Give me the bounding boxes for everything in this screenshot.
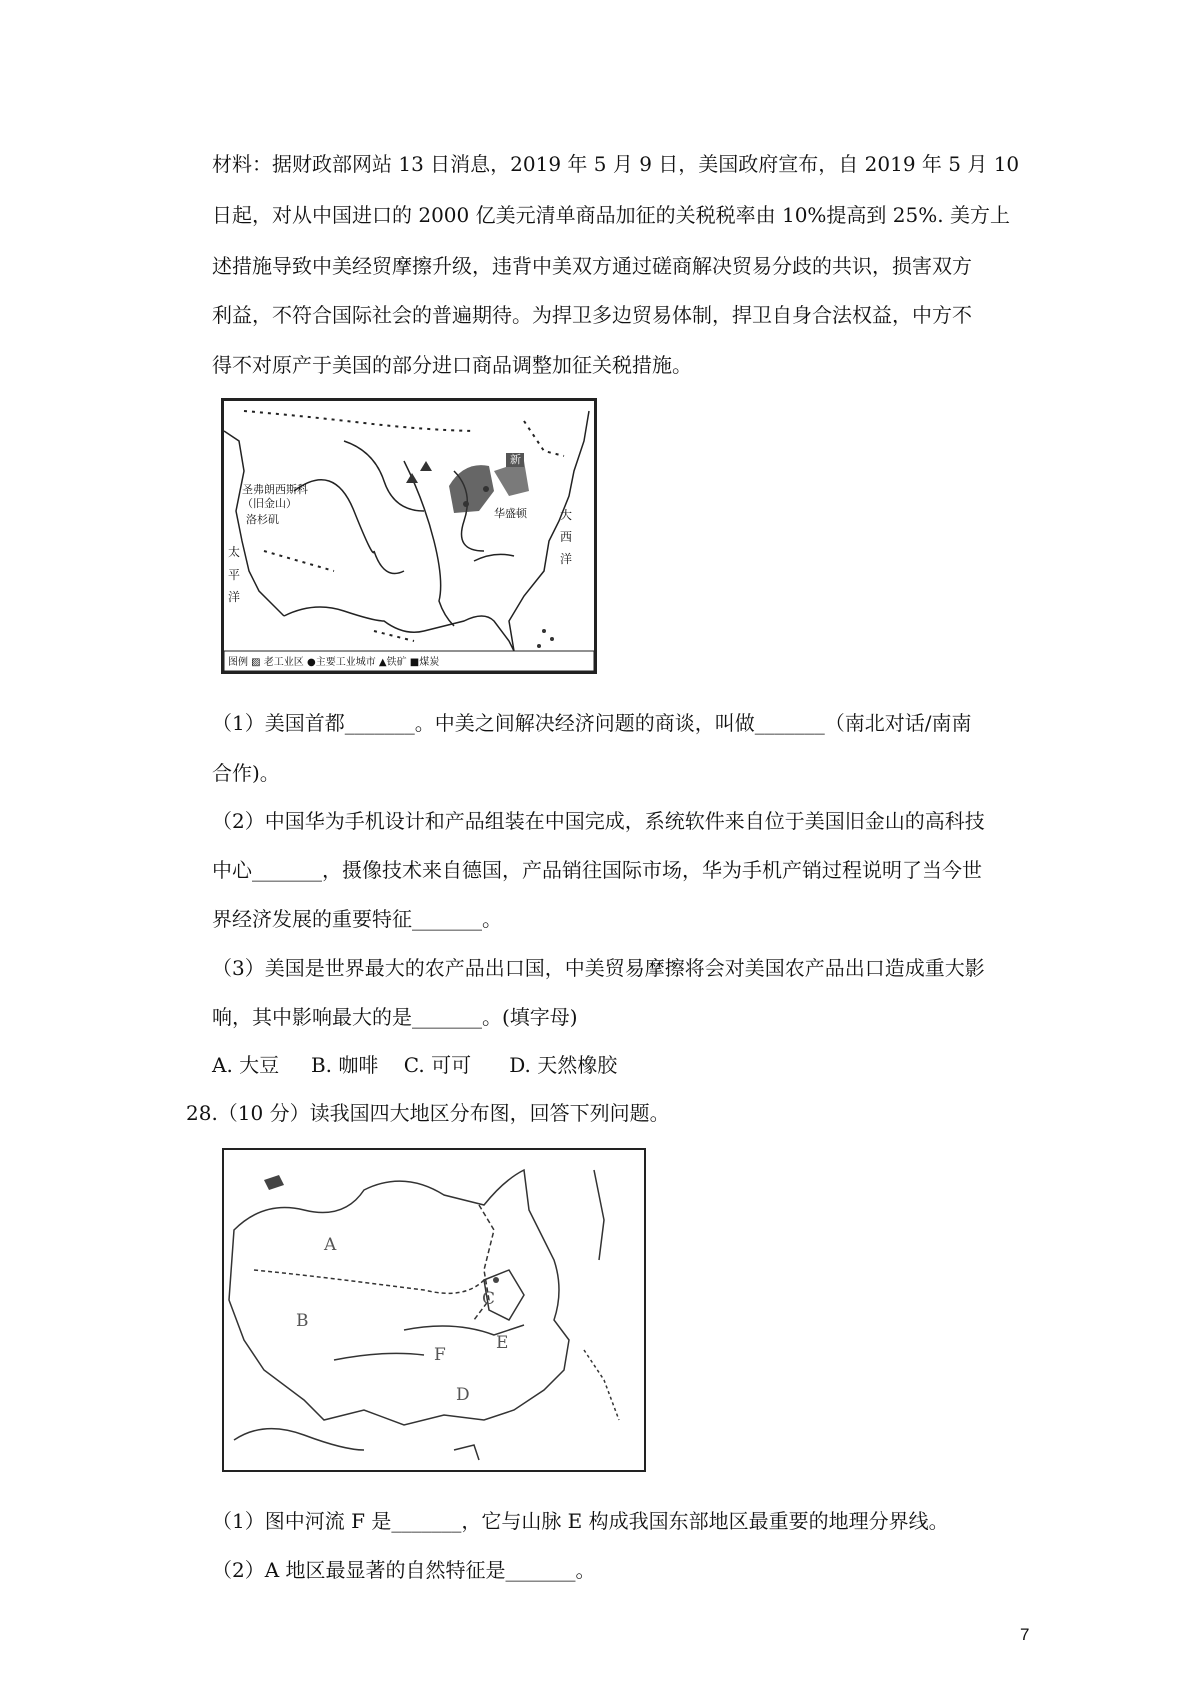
china-map-label-b: B	[296, 1311, 309, 1331]
china-map-label-d: D	[456, 1385, 470, 1405]
map-label-pacific-3: 洋	[228, 590, 241, 604]
china-map	[222, 1148, 646, 1472]
q27-1-line-1: （1）美国首都_______。中美之间解决经济问题的商谈，叫做_______（南北对话/南南	[212, 711, 972, 735]
q27-2-line-2: 中心_______，摄像技术来自德国，产品销往国际市场，华为手机产销过程说明了当今世	[212, 858, 982, 882]
q28-2: （2）A 地区最显著的自然特征是_______。	[212, 1558, 596, 1582]
material-line-3: 述措施导致中美经贸摩擦升级，违背中美双方通过磋商解决贸易分歧的共识，损害双方	[212, 254, 972, 278]
usa-map	[221, 398, 597, 674]
map-label-sf2: （旧金山）	[242, 497, 297, 510]
map-label-pacific-2: 平	[228, 568, 241, 582]
map-label-atlantic-3: 洋	[560, 552, 573, 566]
q27-3-line-2: 响，其中影响最大的是_______。(填字母)	[212, 1005, 578, 1029]
china-map-label-f: F	[434, 1345, 446, 1365]
map-label-pacific-1: 太	[228, 545, 241, 559]
material-line-5: 得不对原产于美国的部分进口商品调整加征关税措施。	[212, 353, 692, 377]
china-map-label-c: C	[482, 1289, 496, 1309]
q28-title: 28.（10 分）读我国四大地区分布图，回答下列问题。	[186, 1101, 670, 1125]
map-label-atlantic-2: 西	[560, 530, 573, 544]
map-legend: 图例 ▨ 老工业区 ●主要工业城市 ▲铁矿 ■煤炭	[228, 657, 440, 668]
china-map-label-e: E	[496, 1333, 509, 1353]
map-label-old: 新	[510, 453, 521, 466]
q27-2-line-3: 界经济发展的重要特征_______。	[212, 907, 502, 931]
q28-1: （1）图中河流 F 是_______，它与山脉 E 构成我国东部地区最重要的地理分界线。	[212, 1509, 949, 1533]
q27-1-line-2: 合作)。	[212, 761, 280, 785]
material-line-1: 材料：据财政部网站 13 日消息，2019 年 5 月 9 日，美国政府宣布，自 2019 年 5 月 10	[212, 152, 1020, 176]
page-number: 7	[1020, 1625, 1030, 1644]
material-line-2: 日起，对从中国进口的 2000 亿美元清单商品加征的关税税率由 10%提高到 25%. 美方上	[212, 203, 1010, 227]
map-label-atlantic-1: 大	[560, 508, 573, 522]
material-line-4: 利益，不符合国际社会的普遍期待。为捍卫多边贸易体制，捍卫自身合法权益，中方不	[212, 303, 972, 327]
map-label-la: 洛杉矶	[246, 513, 279, 526]
q27-3-line-1: （3）美国是世界最大的农产品出口国，中美贸易摩擦将会对美国农产品出口造成重大影	[212, 956, 985, 980]
china-map-label-a: A	[324, 1235, 337, 1255]
map-label-sf: 圣弗朗西斯科	[242, 483, 308, 496]
map-label-wash: 华盛顿	[494, 507, 527, 520]
q27-options: A. 大豆 B. 咖啡 C. 可可 D. 天然橡胶	[212, 1053, 618, 1077]
q27-2-line-1: （2）中国华为手机设计和产品组装在中国完成，系统软件来自位于美国旧金山的高科技	[212, 809, 985, 833]
